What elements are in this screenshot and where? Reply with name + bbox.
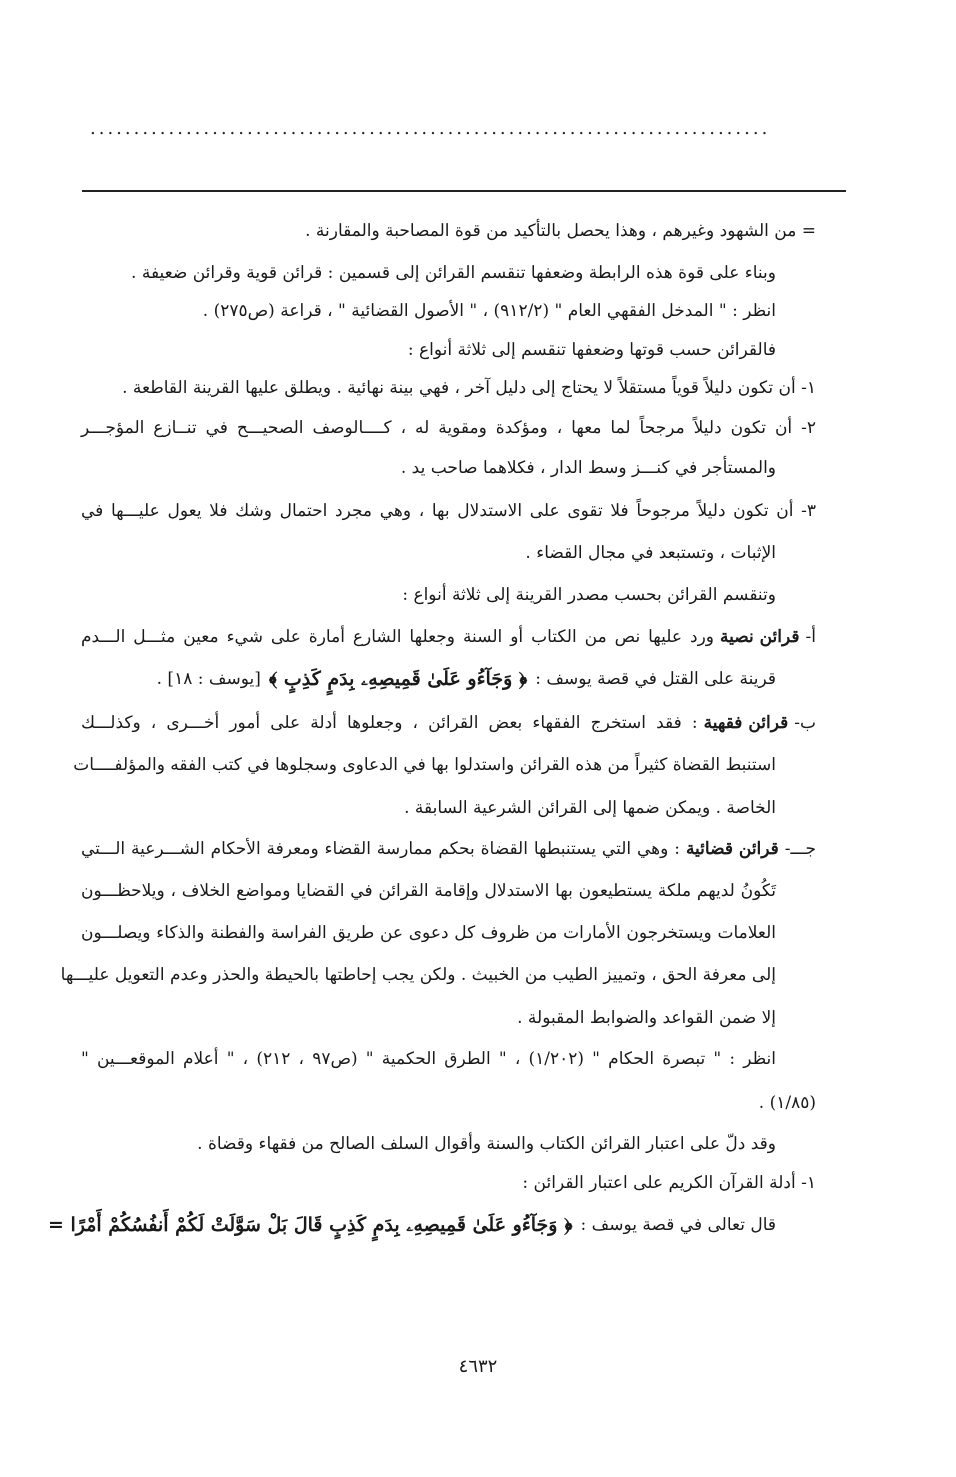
label-jeem: جـــ- xyxy=(784,839,816,859)
quran-line-1 xyxy=(157,666,776,692)
text-line-9: الإثبات ، وتستبعد في مجال القضاء . xyxy=(525,543,776,563)
text-line-8: ٣- أن تكون دليلاً مرجوحاً فلا تقوى على الاستدلال بها ، وهي مجرد احتمال وشك فلا يعول عليـــها في xyxy=(81,501,816,521)
text-line-23: وقد دلّ على اعتبار القرائن الكتاب والسنة وأقوال السلف الصالح من فقهاء وقضاة . xyxy=(197,1134,776,1154)
text-line-19: إلى معرفة الحق ، وتمييز الطيب من الخبيث . ولكن يجب إحاطتها بالحيطة والحذر وعدم التعويل عليـــها xyxy=(60,965,776,985)
label-alif: أ- xyxy=(805,627,816,647)
dotted-separator: .............................................................................. xyxy=(90,118,771,138)
text-line-24: ١- أدلة القرآن الكريم على اعتبار القرائن : xyxy=(522,1173,816,1193)
text-line-16: : وهي التي يستنبطها القضاة بحكم ممارسة القضاء ومعرفة الأحكام الشـــرعية الـــتي xyxy=(81,839,680,859)
text-line-4: فالقرائن حسب قوتها وضعفها تنقسم إلى ثلاثة أنواع : xyxy=(407,340,776,360)
text-line-13: : فقد استخرج الفقهاء بعض القرائن ، وجعلوها أدلة على أمور أخـــرى ، وكذلـــك xyxy=(81,713,698,733)
type-alif-line xyxy=(81,624,816,650)
text-line-7: والمستأجر في كنـــز وسط الدار ، فكلاهما صاحب يد . xyxy=(400,458,776,478)
text-line-6: ٢- أن تكون دليلاً مرجحاً لما معها ، ومؤكدة ومقوية له ، كــــالوصف الصحيـــح في تنــازع المؤجـــر xyxy=(81,418,816,438)
quran-verse-1: ﴿ وَجَآءُو عَلَىٰ قَمِيصِهِۦ بِدَمٍ كَذِبٍ ﴾ xyxy=(268,668,528,690)
text-line-3: انظر : " المدخل الفقهي العام " (٢/٢‏٩١) ، " الأصول القضائية " ، قراعة (ص٢٧٥) . xyxy=(202,301,776,321)
text-line-18: العلامات ويستخرجون الأمارات من ظروف كل دعوى عن طريق الفراسة والفطنة والذكاء ويصلـــون xyxy=(81,923,776,943)
label-fiqhiya: قرائن فقهية xyxy=(703,713,789,733)
label-ba: ب- xyxy=(794,713,816,733)
label-qadaiya: قرائن قضائية xyxy=(685,839,779,859)
text-line-14: استنبط القضاة كثيراً من هذه القرائن واستدلوا بها في الدعاوى وسجلوها في كتب الفقه والمؤلفــــات xyxy=(73,755,776,775)
text-line-22: (١/٨٥) . xyxy=(758,1093,816,1113)
text-line-15: الخاصة . ويمكن ضمها إلى القرائن الشرعية السابقة . xyxy=(404,798,776,818)
quran-verse-2: ﴿ وَجَآءُو عَلَىٰ قَمِيصِهِۦ بِدَمٍ كَذِبٍ قَالَ بَلْ سَوَّلَتْ لَكُمْ أَنفُسُكُمْ أَمْرًا = xyxy=(47,1214,573,1236)
text-line-25: قال تعالى في قصة يوسف : xyxy=(580,1215,776,1235)
label-naseeya: قرائن نصية xyxy=(719,627,800,647)
text-line-17: تَكُونُ لديهم ملكة يستطيعون بها الاستدلال وإقامة القرائن في القضايا ومواضع الخلاف ، ويلاحظـــون xyxy=(81,881,776,901)
type-ba-line xyxy=(81,710,816,736)
text-line-5: ١- أن تكون دليلاً قوياً مستقلاً لا يحتاج إلى دليل آخر ، فهي بينة نهائية . ويطلق عليها القرينة القاطعة . xyxy=(122,378,816,398)
text-line-12: قرينة على القتل في قصة يوسف : xyxy=(535,669,776,689)
verse-ref-1: [يوسف : ١٨] . xyxy=(156,669,261,689)
text-line-20: إلا ضمن القواعد والضوابط المقبولة . xyxy=(517,1008,776,1028)
page-number: ٤٦٣٢ xyxy=(458,1356,498,1377)
text-line-10: وتنقسم القرائن بحسب مصدر القرينة إلى ثلاثة أنواع : xyxy=(402,585,776,605)
footnote-rule xyxy=(82,190,846,192)
quran-line-2 xyxy=(48,1212,776,1238)
text-line-1: = من الشهود وغيرهم ، وهذا يحصل بالتأكيد من قوة المصاحبة والمقارنة . xyxy=(305,221,816,241)
type-jeem-line xyxy=(81,836,816,862)
text-line-11: ورد عليها نص من الكتاب أو السنة وجعلها الشارع أمارة على شيء معين مثـــل الـــدم xyxy=(81,627,714,647)
text-line-2: وبناء على قوة هذه الرابطة وضعفها تنقسم القرائن إلى قسمين : قرائن قوية وقرائن ضعيفة . xyxy=(131,263,776,283)
text-line-21: انظر : " تبصرة الحكام " (١/٢٠٢) ، " الطرق الحكمية " (ص٩٧ ، ٢١٢) ، " أعلام الموقعـــين " xyxy=(81,1049,777,1069)
